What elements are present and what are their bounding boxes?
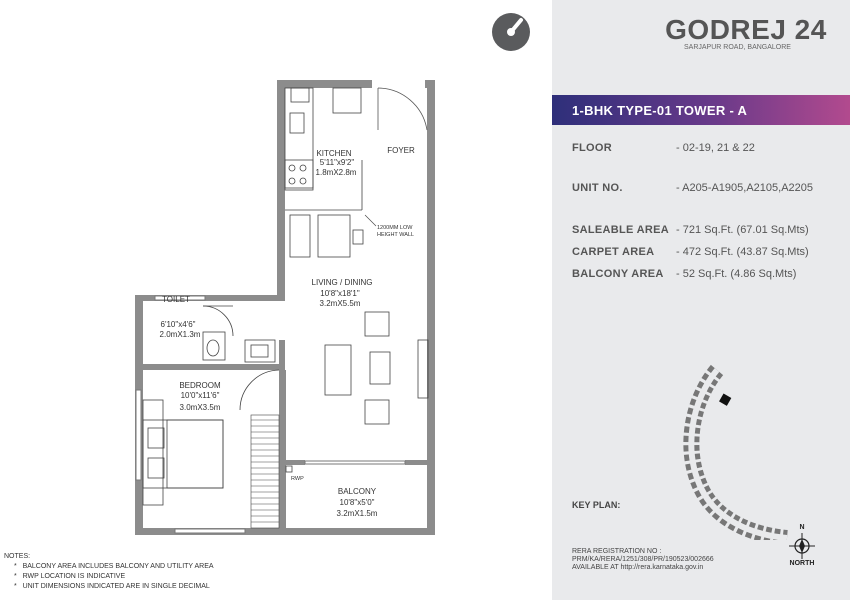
living-dim-ft: 10'8"x18'1" (320, 289, 360, 298)
toilet-label: TOILET (162, 295, 190, 304)
living-label: LIVING / DINING (311, 278, 373, 287)
rera-block: RERA REGISTRATION NO : PRM/KA/RERA/1251/308/PR/190523/002666 AVAILABLE AT http://rera.karnataka.gov.in (572, 548, 714, 571)
dining-set (290, 215, 428, 424)
rwp-label: RWP (291, 476, 304, 482)
toilet-dim-ft: 6'10"x4'6" (160, 320, 196, 329)
balcony-dim-m: 3.2mX1.5m (336, 509, 378, 518)
notes-block (4, 552, 214, 592)
info-panel: GODREJ 24 SARJAPUR ROAD, BANGALORE 1-BHK TYPE-01 TOWER - A FLOOR - 02-19, 21 & 22 UNIT NO. - A205-A1905,A2105,A2205 SALEABLE AREA - 721 Sq.Ft. (67.01 Sq.Mts) CARPET AREA - 472 Sq.Ft. (43.87 Sq.Mts) BALCONY AREA - 52 Sq.Ft. (4.86 Sq.Mts) KEY PLAN: RERA REGISTRATION NO : PRM/KA/RERA/1251/308/PR/190523/002666 AVAILABLE AT http://rera.karnataka.gov.in N NORTH (552, 0, 850, 600)
unit-type-title: 1-BHK TYPE-01 TOWER - A (572, 103, 748, 118)
bedroom-label: BEDROOM (179, 381, 221, 390)
kitchen-label: KITCHEN (316, 149, 352, 158)
foyer-label: FOYER (387, 146, 415, 155)
rwp-marker (286, 466, 292, 472)
balcony-dim-ft: 10'8"x5'0" (339, 498, 375, 507)
unit-type-banner (552, 95, 850, 125)
brand-header (552, 14, 850, 51)
bedroom-dim-ft: 10'0"x11'6" (180, 391, 220, 400)
entry-door (378, 88, 427, 130)
key-plan-label: KEY PLAN: (572, 500, 621, 510)
unit-location-marker (719, 394, 731, 406)
north-compass (785, 524, 819, 578)
key-plan-drawing (672, 360, 792, 540)
note-item: * RWP LOCATION IS INDICATIVE (14, 573, 126, 580)
living-dim-m: 3.2mX5.5m (319, 299, 361, 308)
note-item: * BALCONY AREA INCLUDES BALCONY AND UTILITY AREA (14, 563, 214, 570)
balcony-label: BALCONY (337, 487, 377, 496)
north-letter: N (799, 524, 805, 531)
low-wall-label-2: HEIGHT WALL (377, 232, 414, 238)
kitchen-dim-m: 1.8mX2.8m (315, 168, 357, 177)
notes-title: NOTES: (4, 553, 31, 560)
kitchen-dim-ft: 5'11"x9'2" (319, 158, 355, 167)
brand-subtitle: SARJAPUR ROAD, BANGALORE (684, 44, 791, 51)
bedroom-dim-m: 3.0mX3.5m (179, 403, 221, 412)
compass-icon (787, 531, 817, 561)
brand-logo (491, 12, 531, 52)
toilet-dim-m: 2.0mX1.3m (159, 330, 201, 339)
north-label: NORTH (789, 560, 815, 567)
brand-title: GODREJ 24 (665, 14, 827, 45)
wardrobe (251, 415, 279, 528)
toilet-fixtures (203, 306, 275, 362)
note-item: * UNIT DIMENSIONS INDICATED ARE IN SINGLE DECIMAL (14, 583, 210, 590)
low-wall-label-1: 1200MM LOW (377, 225, 413, 231)
